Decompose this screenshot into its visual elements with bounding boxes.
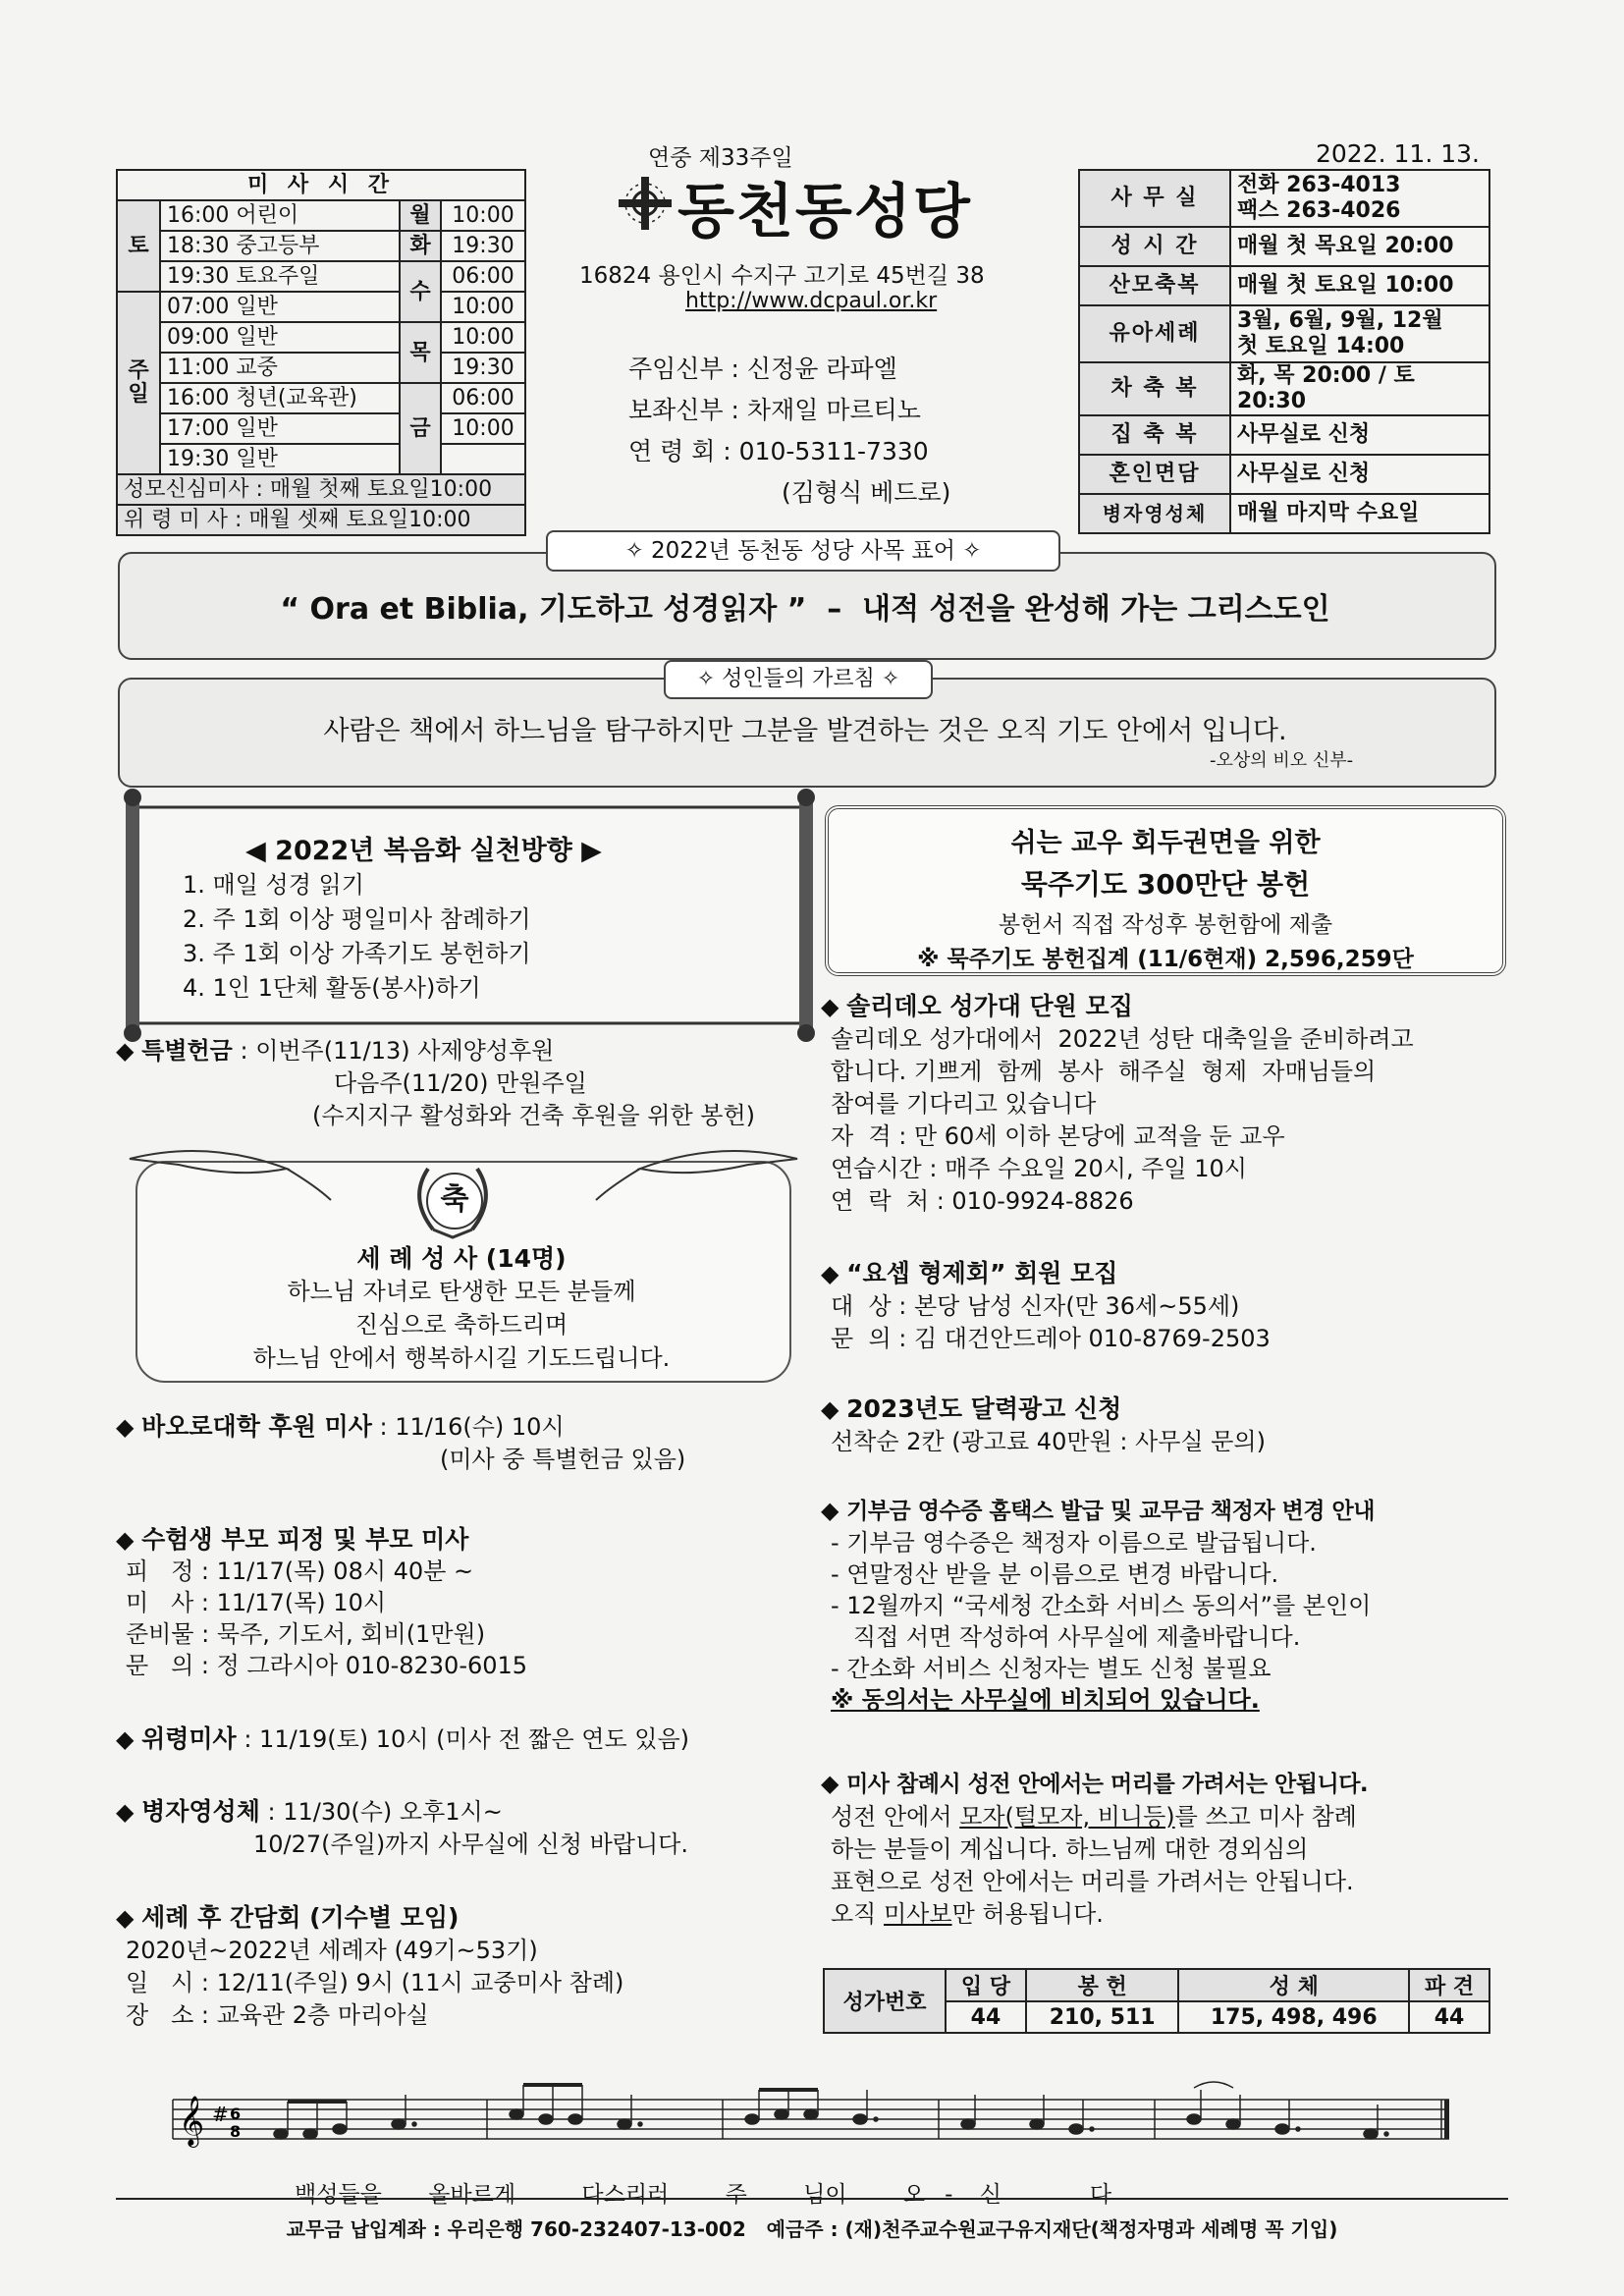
office-key: 성 시 간 xyxy=(1079,227,1230,266)
donation-note: ※ 동의서는 사무실에 비치되어 있습니다. xyxy=(831,1686,1260,1714)
office-value: 매월 마지막 수요일 xyxy=(1230,494,1489,533)
diamond-icon: ◆ xyxy=(116,1904,142,1932)
sick-title: 병자영성체 xyxy=(141,1797,260,1826)
evangel-list xyxy=(183,868,531,1006)
paul-mass-line1: : 11/16(수) 10시 xyxy=(371,1413,565,1441)
weekday-time: 06:00 xyxy=(441,383,525,413)
after-baptism-section xyxy=(116,1901,623,2032)
after-baptism-line: 일 시 : 12/11(주일) 9시 (11시 교중미사 참례) xyxy=(126,1969,624,1996)
mass-row: 16:00 청년(교육관) xyxy=(160,383,400,413)
exam-section xyxy=(116,1524,527,1681)
sick-line1: : 11/30(수) 오후1시~ xyxy=(259,1798,503,1826)
special-line2: 다음주(11/20) 만원주일 xyxy=(334,1069,587,1097)
celebration-badge: 축 xyxy=(426,1173,483,1230)
hat-line1: 성전 안에서 모자(털모자, 비니등)를 쓰고 미사 참례 xyxy=(831,1803,1357,1831)
sunday-label: 주 일 xyxy=(117,292,160,474)
weekday-fri: 금 xyxy=(400,383,441,474)
council-rep: (김형식 베드로) xyxy=(782,478,951,507)
office-value: 화, 목 20:00 / 토 20:30 xyxy=(1230,362,1489,415)
parish-address: 16824 용인시 수지구 고기로 45번길 38 xyxy=(579,263,985,289)
baptism-line: 진심으로 축하드리며 xyxy=(354,1311,568,1339)
hymn-header: 성 체 xyxy=(1178,1969,1409,2001)
rosary-box xyxy=(825,805,1506,976)
after-baptism-line: 장 소 : 교육관 2층 마리아실 xyxy=(126,2001,429,2029)
exam-line: 문 의 : 정 그라시아 010-8230-6015 xyxy=(126,1652,528,1679)
office-value: 매월 첫 토요일 10:00 xyxy=(1230,266,1489,305)
list-item: 2. 주 1회 이상 평일미사 참례하기 xyxy=(183,905,531,933)
diamond-icon: ◆ xyxy=(116,1725,142,1753)
mass-row: 11:00 교중 xyxy=(160,353,400,383)
requiem-title: 위령미사 xyxy=(141,1724,237,1753)
diamond-icon: ◆ xyxy=(116,1798,142,1826)
donation-line: - 연말정산 받을 분 이름으로 변경 바랍니다. xyxy=(831,1560,1279,1588)
pastor: 주임신부 : 신정윤 라파엘 xyxy=(628,355,897,383)
diamond-icon: ◆ xyxy=(821,993,847,1020)
list-item: 4. 1인 1단체 활동(봉사)하기 xyxy=(183,974,481,1002)
motto-label: ✧ 2022년 동천동 성당 사목 표어 ✧ xyxy=(546,530,1060,572)
hat-section xyxy=(821,1768,1508,1931)
donation-line: - 기부금 영수증은 책정자 이름으로 발급됩니다. xyxy=(831,1529,1317,1557)
diamond-icon: ◆ xyxy=(821,1260,847,1287)
requiem-section xyxy=(116,1722,689,1756)
office-key: 산모축복 xyxy=(1079,266,1230,305)
special-offering xyxy=(116,1035,755,1132)
hymn-table xyxy=(823,1968,1490,2034)
office-value: 매월 첫 목요일 20:00 xyxy=(1230,227,1489,266)
joseph-line: 문 의 : 김 대건안드레아 010-8769-2503 xyxy=(831,1325,1271,1352)
weekday-tue: 화 xyxy=(400,231,441,261)
office-table xyxy=(1078,169,1490,534)
week-label: 연중 제33주일 xyxy=(648,145,793,171)
assistant-pastor: 보좌신부 : 차재일 마르티노 xyxy=(628,396,921,424)
diamond-icon: ◆ xyxy=(821,1395,847,1423)
mass-times-table xyxy=(116,169,526,536)
choir-line: 솔리데오 성가대에서 2022년 성탄 대축일을 준비하려고 xyxy=(831,1025,1414,1053)
joseph-line: 대 상 : 본당 남성 신자(만 36세~55세) xyxy=(831,1292,1240,1320)
mass-row: 19:30 일반 xyxy=(160,444,400,474)
choir-line: 자 격 : 만 60세 이하 본당에 교적을 둔 교우 xyxy=(831,1122,1285,1150)
office-value: 사무실로 신청 xyxy=(1230,455,1489,494)
hat-title: 미사 참례시 성전 안에서는 머리를 가려서는 안됩니다. xyxy=(846,1772,1369,1797)
saturday-label: 토 xyxy=(117,200,160,292)
hymn-row-head: 성가번호 xyxy=(824,1969,946,2033)
weekday-time: 10:00 xyxy=(441,292,525,322)
donation-line: - 12월까지 “국세청 간소화 서비스 동의서”를 본인이 xyxy=(831,1592,1372,1619)
list-item: 3. 주 1회 이상 가족기도 봉헌하기 xyxy=(183,940,531,967)
diamond-icon: ◆ xyxy=(821,1497,847,1524)
mass-row: 09:00 일반 xyxy=(160,322,400,353)
donation-line: - 간소화 서비스 신청자는 별도 신청 불필요 xyxy=(831,1655,1272,1682)
hat-line4: 오직 미사보만 허용됩니다. xyxy=(831,1900,1104,1928)
baptism-line: 하느님 자녀로 탄생한 모든 분들께 xyxy=(287,1278,636,1305)
rosary-line3: 봉헌서 직접 작성후 봉헌함에 제출 xyxy=(998,912,1333,938)
mass-footer-1: 성모신심미사 : 매월 첫째 토요일10:00 xyxy=(117,474,525,505)
choir-section xyxy=(821,990,1508,1218)
parish-name: 동천동성당 xyxy=(677,178,972,246)
exam-line: 피 정 : 11/17(목) 08시 40분 ~ xyxy=(126,1558,474,1585)
hymn-header: 파 견 xyxy=(1409,1969,1489,2001)
special-line3: (수지지구 활성화와 건축 후원을 위한 봉헌) xyxy=(312,1102,755,1129)
hymn-header: 입 당 xyxy=(946,1969,1026,2001)
rosary-line4: ※ 묵주기도 봉헌집계 (11/6현재) 2,596,259단 xyxy=(917,947,1414,972)
choir-line: 합니다. 기쁘게 함께 봉사 해주실 형제 자매님들의 xyxy=(831,1058,1377,1085)
baptism-text xyxy=(135,1275,787,1375)
svg-text:#: # xyxy=(212,2103,229,2126)
donation-section xyxy=(821,1495,1508,1716)
paul-mass-section xyxy=(116,1410,685,1476)
saints-label: ✧ 성인들의 가르침 ✧ xyxy=(664,660,933,699)
office-value: 전화 263-4013 팩스 263-4026 xyxy=(1230,170,1489,227)
music-staff xyxy=(173,2090,1508,2168)
weekday-time xyxy=(441,444,525,474)
office-value: 사무실로 신청 xyxy=(1230,415,1489,455)
issue-date: 2022. 11. 13. xyxy=(1316,139,1480,168)
joseph-section xyxy=(821,1257,1508,1355)
donation-title: 기부금 영수증 홈택스 발급 및 교무금 책정자 변경 안내 xyxy=(846,1499,1375,1524)
joseph-title: “요셉 형제회” 회원 모집 xyxy=(846,1259,1118,1287)
council-contact: 연 령 회 : 010-5311-7330 xyxy=(628,437,929,465)
hymn-header: 봉 헌 xyxy=(1026,1969,1179,2001)
hymn-value: 44 xyxy=(1409,2001,1489,2033)
hat-line3: 표현으로 성전 안에서는 머리를 가려서는 안됩니다. xyxy=(831,1868,1354,1895)
mass-footer-2: 위 령 미 사 : 매월 셋째 토요일10:00 xyxy=(117,505,525,535)
office-value: 3월, 6월, 9월, 12월 첫 토요일 14:00 xyxy=(1230,305,1489,362)
baptism-title: 세 례 성 사 (14명) xyxy=(356,1244,567,1273)
weekday-time: 19:30 xyxy=(441,353,525,383)
calendar-section xyxy=(821,1393,1508,1458)
footer-account: 교무금 납입계좌 : 우리은행 760-232407-13-002 예금주 : (재)천주교수원교구유지재단(책정자명과 세례명 꼭 기입) xyxy=(286,2217,1338,2241)
parish-cross-icon xyxy=(617,175,674,236)
weekday-time: 10:00 xyxy=(441,413,525,444)
mass-row: 16:00 어린이 xyxy=(160,200,400,231)
office-key: 사 무 실 xyxy=(1079,170,1230,227)
exam-line: 준비물 : 묵주, 기도서, 회비(1만원) xyxy=(126,1620,486,1648)
svg-text:6: 6 xyxy=(230,2105,242,2123)
requiem-text: : 11/19(토) 10시 (미사 전 짧은 연도 있음) xyxy=(236,1725,689,1753)
list-item: 1. 매일 성경 읽기 xyxy=(183,871,364,899)
office-key: 유아세례 xyxy=(1079,305,1230,362)
diamond-icon: ◆ xyxy=(116,1526,142,1554)
sick-section xyxy=(116,1795,688,1861)
weekday-time: 19:30 xyxy=(441,231,525,261)
rosary-line2: 묵주기도 300만단 봉헌 xyxy=(1020,868,1311,901)
calendar-text: 선착순 2칸 (광고료 40만원 : 사무실 문의) xyxy=(831,1428,1266,1455)
svg-text:8: 8 xyxy=(230,2122,242,2141)
paul-mass-line2: (미사 중 특별헌금 있음) xyxy=(440,1446,686,1473)
weekday-time: 10:00 xyxy=(441,200,525,231)
office-key: 혼인면담 xyxy=(1079,455,1230,494)
paul-mass-title: 바오로대학 후원 미사 xyxy=(141,1412,372,1441)
baptism-line: 하느님 안에서 행복하시길 기도드립니다. xyxy=(252,1344,671,1372)
evangel-title: ◀ 2022년 복음화 실천방향 ▶ xyxy=(245,836,602,866)
saints-author: -오상의 비오 신부- xyxy=(1210,750,1354,771)
parish-website[interactable]: http://www.dcpaul.or.kr xyxy=(685,289,938,313)
donation-line: 직접 서면 작성하여 사무실에 제출바랍니다. xyxy=(831,1623,1301,1651)
office-key: 차 축 복 xyxy=(1079,362,1230,415)
weekday-mon: 월 xyxy=(400,200,441,231)
weekday-time: 06:00 xyxy=(441,261,525,292)
choir-line: 연습시간 : 매주 수요일 20시, 주일 10시 xyxy=(831,1155,1247,1182)
hymn-value: 44 xyxy=(946,2001,1026,2033)
calendar-title: 2023년도 달력광고 신청 xyxy=(846,1394,1122,1423)
hymn-value: 175, 498, 496 xyxy=(1178,2001,1409,2033)
mass-row: 19:30 토요주일 xyxy=(160,261,400,292)
diamond-icon: ◆ xyxy=(116,1413,142,1441)
sick-line2: 10/27(주일)까지 사무실에 신청 바랍니다. xyxy=(253,1831,688,1858)
exam-title: 수험생 부모 피정 및 부모 미사 xyxy=(141,1525,469,1554)
music-lyrics: 백성들을 올바르게 다스리러 주 님이 오 - 신 다 xyxy=(295,2182,1112,2208)
weekday-time: 10:00 xyxy=(441,322,525,353)
choir-line: 참여를 기다리고 있습니다 xyxy=(831,1090,1097,1118)
special-line1: : 이번주(11/13) 사제양성후원 xyxy=(232,1037,555,1065)
mass-row: 07:00 일반 xyxy=(160,292,400,322)
treble-clef-icon: 𝄞 xyxy=(179,2096,205,2146)
mass-row: 18:30 중고등부 xyxy=(160,231,400,261)
hymn-value: 210, 511 xyxy=(1026,2001,1179,2033)
diamond-icon: ◆ xyxy=(116,1037,142,1065)
after-baptism-title: 세례 후 간담회 (기수별 모임) xyxy=(141,1903,460,1932)
diamond-icon: ◆ xyxy=(821,1770,847,1797)
choir-line: 연 락 처 : 010-9924-8826 xyxy=(831,1187,1134,1215)
special-title: 특별헌금 xyxy=(141,1037,233,1065)
saints-quote: 사람은 책에서 하느님을 탐구하지만 그분을 발견하는 것은 오직 기도 안에서 입니다. xyxy=(323,716,1287,746)
footer-divider xyxy=(116,2198,1508,2200)
exam-line: 미 사 : 11/17(목) 10시 xyxy=(126,1589,387,1616)
weekday-wed: 수 xyxy=(400,261,441,322)
mass-times-title: 미 사 시 간 xyxy=(117,170,525,200)
motto-text: “ Ora et Biblia, 기도하고 성경읽자 ” – 내적 성전을 완성해 가는 그리스도인 xyxy=(280,592,1330,627)
choir-title: 솔리데오 성가대 단원 모집 xyxy=(846,992,1133,1020)
weekday-thu: 목 xyxy=(400,322,441,383)
office-key: 집 축 복 xyxy=(1079,415,1230,455)
after-baptism-line: 2020년~2022년 세례자 (49기~53기) xyxy=(126,1937,538,1964)
mass-row: 17:00 일반 xyxy=(160,413,400,444)
office-key: 병자영성체 xyxy=(1079,494,1230,533)
rosary-line1: 쉬는 교우 회두권면을 위한 xyxy=(1010,828,1321,858)
hat-line2: 하는 분들이 계십니다. 하느님께 대한 경외심의 xyxy=(831,1835,1309,1863)
